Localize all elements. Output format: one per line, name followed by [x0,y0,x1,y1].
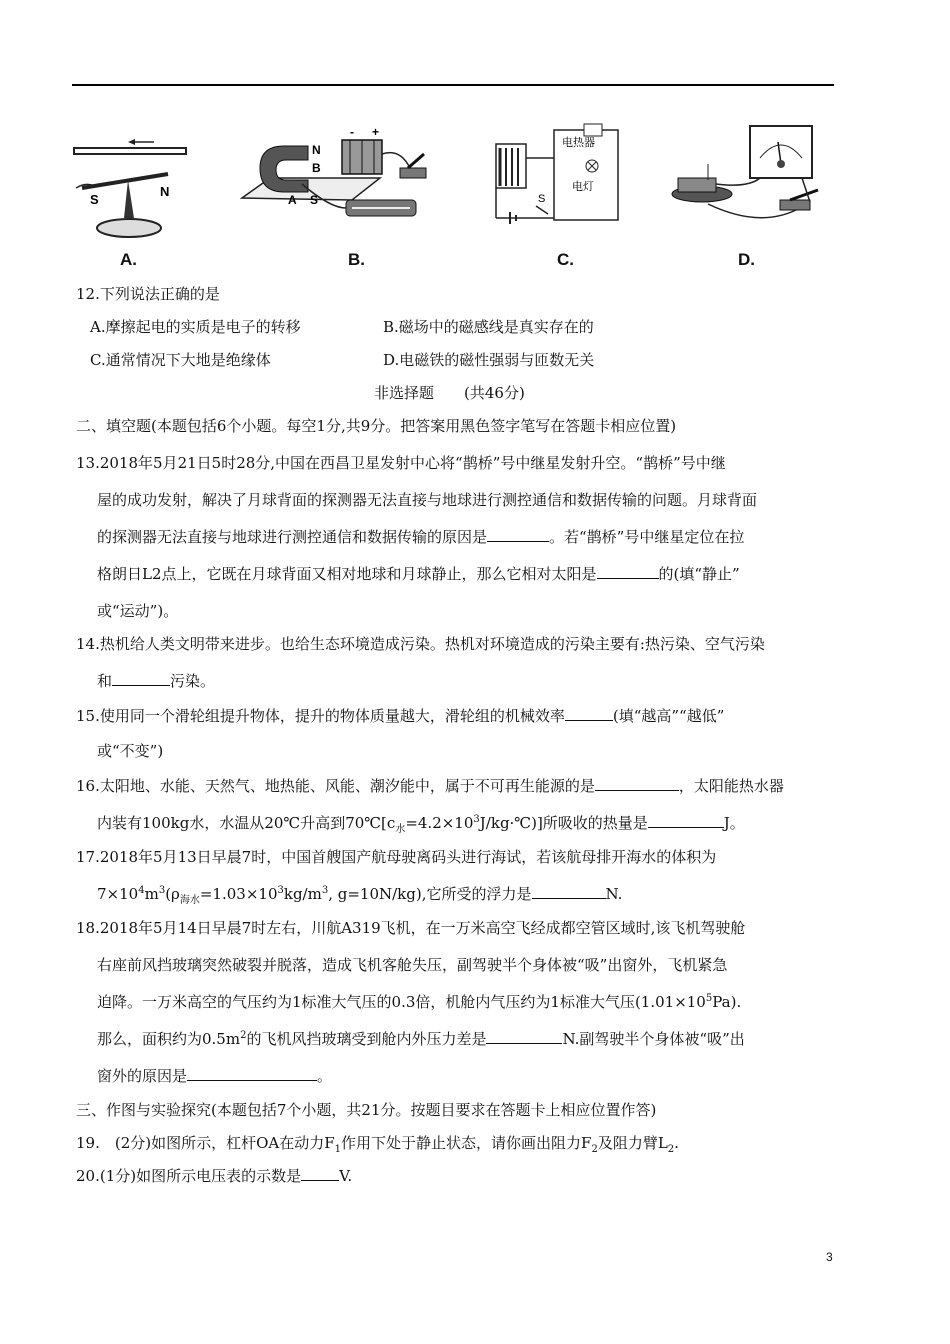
q17-line2-e: kg/m [283,885,322,903]
q16-answer-blank-1[interactable] [595,776,679,791]
q16-line2-a: 内装有100kg水，水温从20℃升高到70℃[c [97,814,396,832]
q18-line4-c: N.副驾驶半个身体被“吸”出 [562,1030,745,1048]
q18-line4 [97,1029,745,1049]
q18-answer-blank-1[interactable] [486,1029,562,1044]
q16-line2-c: J/kg·℃)]所吸收的热量是 [479,814,648,832]
q19-text-b: 作用下处于静止状态，请你画出阻力F [341,1134,592,1152]
q15-line1-b: (填“越高”“越低” [612,707,725,725]
q18-line4-b: 的飞机风挡玻璃受到舱内外压力差是 [246,1030,487,1048]
q12-option-c: C.通常情况下大地是绝缘体 [90,351,271,369]
q17-sup3: 3 [277,885,284,896]
q13-answer-blank-1[interactable] [487,527,549,542]
figure-c-relay-circuit [492,118,622,228]
figure-a-s-mark: S [90,192,99,207]
q17-line2-d: =1.03×10 [199,885,278,903]
q13-line3 [97,527,744,547]
q18-line3 [97,992,741,1012]
nonchoice-heading: 非选择题 (共46分) [374,384,525,402]
q19-line [76,1133,679,1153]
q20-line [76,1166,352,1186]
q18-line4-sup: 2 [240,1030,247,1041]
q17-answer-blank[interactable] [532,884,606,899]
figure-d-galvanometer-circuit [668,118,828,228]
q20-answer-blank[interactable] [301,1166,339,1181]
q18-line3-sup: 5 [705,993,713,1004]
q16-line2-sup: 3 [473,814,480,825]
q12-option-b: B.磁场中的磁感线是真实存在的 [383,318,594,336]
q14-line2 [97,671,215,691]
q14-line2-b: 污染。 [170,672,216,690]
q13-line3-a: 的探测器无法直接与地球进行测控通信和数据传输的原因是 [97,528,488,546]
q17-line2-c: (ρ [165,885,180,903]
q14-line2-a: 和 [97,672,113,690]
q17-line2-f: , g=10N/kg),它所受的浮力是 [328,885,532,903]
q16-line1 [76,776,784,796]
q12-stem: 12.下列说法正确的是 [76,285,220,303]
figure-b-b-mark: B [312,161,321,175]
q16-line2-d: J。 [723,814,745,832]
figure-c-lamp-label: 电灯 [572,180,594,193]
figure-d-label: D. [738,250,755,269]
q15-line1 [76,706,724,726]
q15-line1-a: 15.使用同一个滑轮组提升物体，提升的物体质量越大，滑轮组的机械效率 [76,707,565,725]
q19-text-c: 及阻力臂L [597,1134,668,1152]
q18-line5 [97,1066,332,1086]
q19-text-a: 19. (2分)如图所示，杠杆OA在动力F [76,1134,335,1152]
q13-line1: 13.2018年5月21日5时28分,中国在西昌卫星发射中心将“鹊桥”号中继星发射升空。“鹊桥”号中继 [76,454,726,472]
figure-c-label: C. [557,250,574,269]
q16-answer-blank-2[interactable] [648,813,724,828]
figure-a-compass [72,118,192,248]
q17-sup2: 3 [158,885,166,896]
section3-heading: 三、作图与实验探究(本题包括7个小题，共21分。按题目要求在答题卡上相应位置作答) [76,1101,657,1119]
q18-line5-b: 。 [317,1067,333,1085]
q18-line4-a: 那么，面积约为0.5m [97,1030,241,1048]
figure-b-n-mark: N [312,143,321,157]
q16-line1-a: 16.太阳地、水能、天然气、地热能、风能、潮汐能中，属于不可再生能源的是 [76,777,595,795]
page-number: 3 [826,1250,833,1264]
figure-b-motor-circuit [240,118,440,228]
q13-line4-b: 的(填“静止” [658,565,740,583]
q16-line2-sub: 水 [395,824,406,835]
q17-line1: 17.2018年5月13日早晨7时，中国首艘国产航母驶离码头进行海试，若该航母排开海水的体积为 [76,848,717,866]
header-rule [72,84,834,86]
figure-b-plus-mark: + [372,125,380,139]
q19-sub1: 1 [334,1144,342,1155]
q17-line2-b: m [144,885,159,903]
figure-c-switch-label: S [538,193,546,205]
q14-line1: 14.热机给人类文明带来进步。也给生态环境造成污染。热机对环境造成的污染主要有:热污染、空气污染 [76,635,765,653]
q19-sub3: 2 [667,1144,675,1155]
figure-c-heater-label: 电热器 [562,136,595,149]
q18-line1: 18.2018年5月14日早晨7时左右，川航A319飞机，在一万米高空飞经成都空管区域时,该飞机驾驶舱 [76,919,746,937]
q17-sup4: 3 [321,885,329,896]
q16-line1-b: ，太阳能热水器 [678,777,784,795]
q18-line3-a: 迫降。一万米高空的气压约为1标准大气压的0.3倍，机舱内气压约为1标准大气压(1.01×10 [97,993,706,1011]
q17-line2-g: N. [605,885,623,903]
q13-line5: 或“运动”)。 [97,602,179,620]
q18-line5-a: 窗外的原因是 [97,1067,188,1085]
q19-text-d: . [674,1134,679,1152]
q15-answer-blank[interactable] [565,706,613,721]
q12-option-d: D.电磁铁的磁性强弱与匝数无关 [383,351,595,369]
q13-answer-blank-2[interactable] [597,564,659,579]
figure-a-n-mark: N [160,184,170,199]
figure-b-minus-mark: - [350,125,354,139]
q17-line2-a: 7×10 [97,885,139,903]
q12-option-a: A.摩擦起电的实质是电子的转移 [90,318,301,336]
q15-line2: 或“不变”) [97,742,164,760]
q13-line4-a: 格朗日L2点上，它既在月球背面又相对地球和月球静止，那么它相对太阳是 [97,565,597,583]
q19-sub2: 2 [591,1144,598,1155]
q13-line4 [97,564,740,584]
q17-sup1: 4 [138,885,145,896]
section2-heading: 二、填空题(本题包括6个小题。每空1分,共9分。把答案用黑色签字笔写在答题卡相应位置) [76,417,677,435]
q13-line3-b: 。若“鹊桥”号中继星定位在拉 [549,528,745,546]
q17-sub: 海水 [179,895,200,906]
q20-text-a: 20.(1分)如图所示电压表的示数是 [76,1167,302,1185]
q20-text-b: V. [339,1167,353,1185]
figure-a-label: A. [120,250,137,269]
q13-line2: 屋的成功发射，解决了月球背面的探测器无法直接与地球进行测控通信和数据传输的问题。月球背面 [97,491,758,509]
figure-b-label: B. [348,250,365,269]
q16-line2 [97,813,745,833]
figure-b-s-mark: S [310,193,319,207]
figure-b-a-mark: A [288,193,297,207]
q18-answer-blank-2[interactable] [187,1066,317,1081]
q18-line3-b: Pa). [712,993,742,1011]
q18-line2: 右座前风挡玻璃突然破裂并脱落，造成飞机客舱失压，副驾驶半个身体被“吸”出窗外，飞机紧急 [97,956,728,974]
q16-line2-b: =4.2×10 [405,814,474,832]
q14-answer-blank[interactable] [112,671,170,686]
q17-line2 [97,884,622,904]
